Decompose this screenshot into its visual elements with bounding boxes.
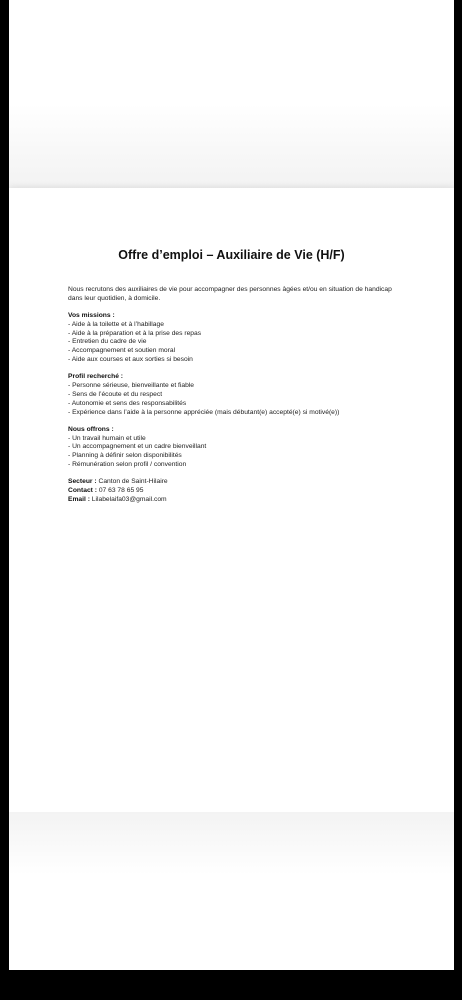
list-item: - Aide à la toilette et à l’habillage xyxy=(68,320,164,328)
list-item: - Aide à la préparation et à la prise des repas xyxy=(68,329,202,337)
profil-heading: Profil recherché : xyxy=(68,373,124,381)
secteur-value: Canton de Saint-Hilaire xyxy=(96,478,168,486)
document-body xyxy=(68,286,408,505)
list-item: - Expérience dans l’aide à la personne appréciée (mais débutant(e) accepté(e) si motivé(e)) xyxy=(68,408,340,416)
list-item: - Accompagnement et soutien moral xyxy=(68,347,176,355)
phone-label: Contact : xyxy=(68,487,97,495)
email-line xyxy=(68,496,408,505)
intro-paragraph: Nous recrutons des auxiliaires de vie pour accompagner des personnes âgées et/ou en situation de handicap dans leur quotidien, à domicile. xyxy=(68,286,392,302)
missions-list xyxy=(68,321,408,365)
list-item: - Planning à définir selon disponibilités xyxy=(68,452,182,460)
missions-section xyxy=(68,312,408,365)
list-item: - Un travail humain et utile xyxy=(68,434,146,442)
blank-area-top xyxy=(9,0,454,190)
viewer-frame xyxy=(9,0,454,970)
blank-area-bottom xyxy=(9,812,454,970)
profil-section xyxy=(68,373,408,417)
list-item: - Rémunération selon profil / convention xyxy=(68,461,187,469)
phone-number: 07 63 78 65 95 xyxy=(96,487,144,495)
document-page xyxy=(9,188,454,812)
email-address: Lilabelaifa03@gmail.com xyxy=(89,495,167,503)
missions-heading: Vos missions : xyxy=(68,312,115,320)
email-label: Email : xyxy=(68,495,90,503)
secteur-line xyxy=(68,478,408,487)
offre-section xyxy=(68,426,408,470)
list-item: - Entretien du cadre de vie xyxy=(68,338,147,346)
offre-heading: Nous offrons : xyxy=(68,425,114,433)
secteur-label: Secteur : xyxy=(68,478,97,486)
profil-list xyxy=(68,382,408,417)
list-item: - Aide aux courses et aux sorties si besoin xyxy=(68,356,193,364)
list-item: - Personne sérieuse, bienveillante et fiable xyxy=(68,382,195,390)
list-item: - Autonomie et sens des responsabilités xyxy=(68,399,187,407)
list-item: - Sens de l’écoute et du respect xyxy=(68,390,163,398)
document-title: Offre d’emploi – Auxiliaire de Vie (H/F) xyxy=(118,248,345,262)
list-item: - Un accompagnement et un cadre bienveillant xyxy=(68,443,207,451)
offre-list xyxy=(68,435,408,470)
phone-line xyxy=(68,487,408,496)
contact-block xyxy=(68,478,408,504)
